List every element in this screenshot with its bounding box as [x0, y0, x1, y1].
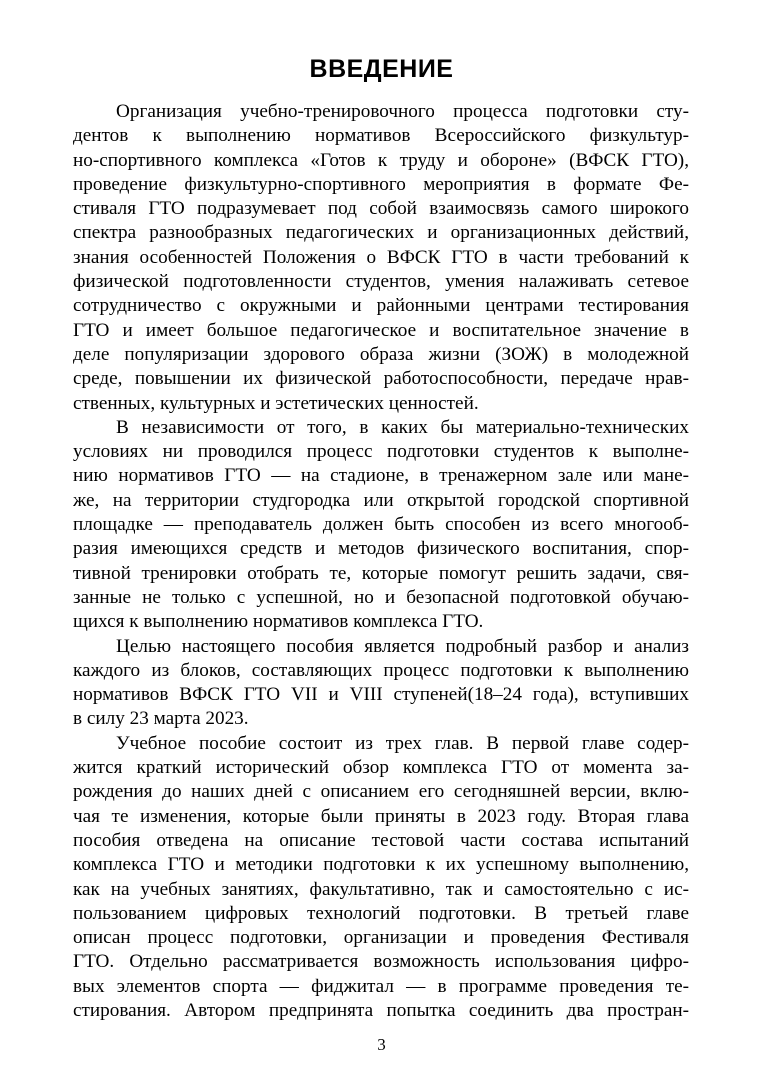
- text-line: сотрудничество с окружными и районными центрами тестирования: [73, 295, 689, 317]
- text-line: тивной тренировки отобрать те, которые помогут решить задачи, свя-: [73, 562, 689, 584]
- text-line: как на учебных занятиях, факультативно, так и самостоятельно с ис-: [73, 878, 689, 900]
- text-line: спектра разнообразных педагогических и организационных действий,: [73, 222, 689, 244]
- text-line: Учебное пособие состоит из трех глав. В первой главе содер-: [116, 732, 689, 754]
- text-line: вых элементов спорта — фиджитал — в программе проведения те-: [73, 975, 689, 997]
- text-line: ГТО. Отдельно рассматривается возможность использования цифро-: [73, 951, 689, 973]
- text-line: но-спортивного комплекса «Готов к труду и обороне» (ВФСК ГТО),: [73, 149, 689, 171]
- text-line: дентов к выполнению нормативов Всероссийского физкультур-: [73, 125, 689, 147]
- text-line: условиях ни проводился процесс подготовки студентов к выполне-: [73, 441, 689, 463]
- text-line: среде, повышении их физической работоспособности, передаче нрав-: [73, 368, 689, 390]
- text-line: проведение физкультурно-спортивного мероприятия в формате Фе-: [73, 173, 689, 195]
- paragraph-3: [73, 635, 689, 732]
- text-line: площадке — преподаватель должен быть способен из всего многооб-: [73, 514, 689, 536]
- text-line: пособия отведена на описание тестовой части состава испытаний: [73, 829, 689, 851]
- text-line: Целью настоящего пособия является подробный разбор и анализ: [116, 635, 689, 657]
- text-line: деле популяризации здорового образа жизни (ЗОЖ) в молодежной: [73, 343, 689, 365]
- text-line: занные не только с успешной, но и безопасной подготовкой обучаю-: [73, 586, 689, 608]
- text-line: жится краткий исторический обзор комплекса ГТО от момента за-: [73, 757, 689, 779]
- paragraph-2: [73, 416, 689, 635]
- text-line: физической подготовленности студентов, умения налаживать сетевое: [73, 271, 689, 293]
- text-line: нию нормативов ГТО — на стадионе, в тренажерном зале или мане-: [73, 465, 689, 487]
- text-line: описан процесс подготовки, организации и проведения Фестиваля: [73, 927, 689, 949]
- page-number: 3: [377, 1035, 386, 1054]
- text-line: Организация учебно-тренировочного процесса подготовки сту-: [116, 101, 689, 122]
- text-line: стирования. Автором предпринята попытка соединить два простран-: [73, 999, 689, 1021]
- paragraph-1: [73, 100, 689, 416]
- text-line: в силу 23 марта 2023.: [73, 708, 249, 730]
- page-title: ВВЕДЕНИЕ: [309, 55, 454, 83]
- text-line: В независимости от того, в каких бы материально-технических: [116, 416, 689, 438]
- text-line: же, на территории студгородка или открытой городской спортивной: [73, 489, 689, 511]
- text-line: рождения до наших дней с описанием его сегодняшней версии, вклю-: [73, 781, 689, 803]
- text-line: каждого из блоков, составляющих процесс подготовки к выполнению: [73, 659, 689, 681]
- text-line: чая те изменения, которые были приняты в 2023 году. Вторая глава: [73, 805, 689, 827]
- text-line: щихся к выполнению нормативов комплекса ГТО.: [73, 611, 484, 633]
- text-line: ГТО и имеет большое педагогическое и воспитательное значение в: [73, 319, 689, 341]
- text-line: ственных, культурных и эстетических ценностей.: [73, 392, 479, 414]
- text-line: нормативов ВФСК ГТО VII и VIII ступеней(18–24 года), вступивших: [73, 684, 689, 706]
- text-line: комплекса ГТО и методики подготовки к их успешному выполнению,: [73, 854, 689, 876]
- text-line: знания особенностей Положения о ВФСК ГТО в части требований к: [73, 246, 689, 268]
- paragraph-4: [73, 732, 689, 1024]
- text-line: пользованием цифровых технологий подготовки. В третьей главе: [73, 902, 689, 924]
- text-line: разия имеющихся средств и методов физического воспитания, спор-: [73, 538, 689, 560]
- document-body: [73, 100, 689, 1023]
- text-line: стиваля ГТО подразумевает под собой взаимосвязь самого широкого: [73, 198, 689, 220]
